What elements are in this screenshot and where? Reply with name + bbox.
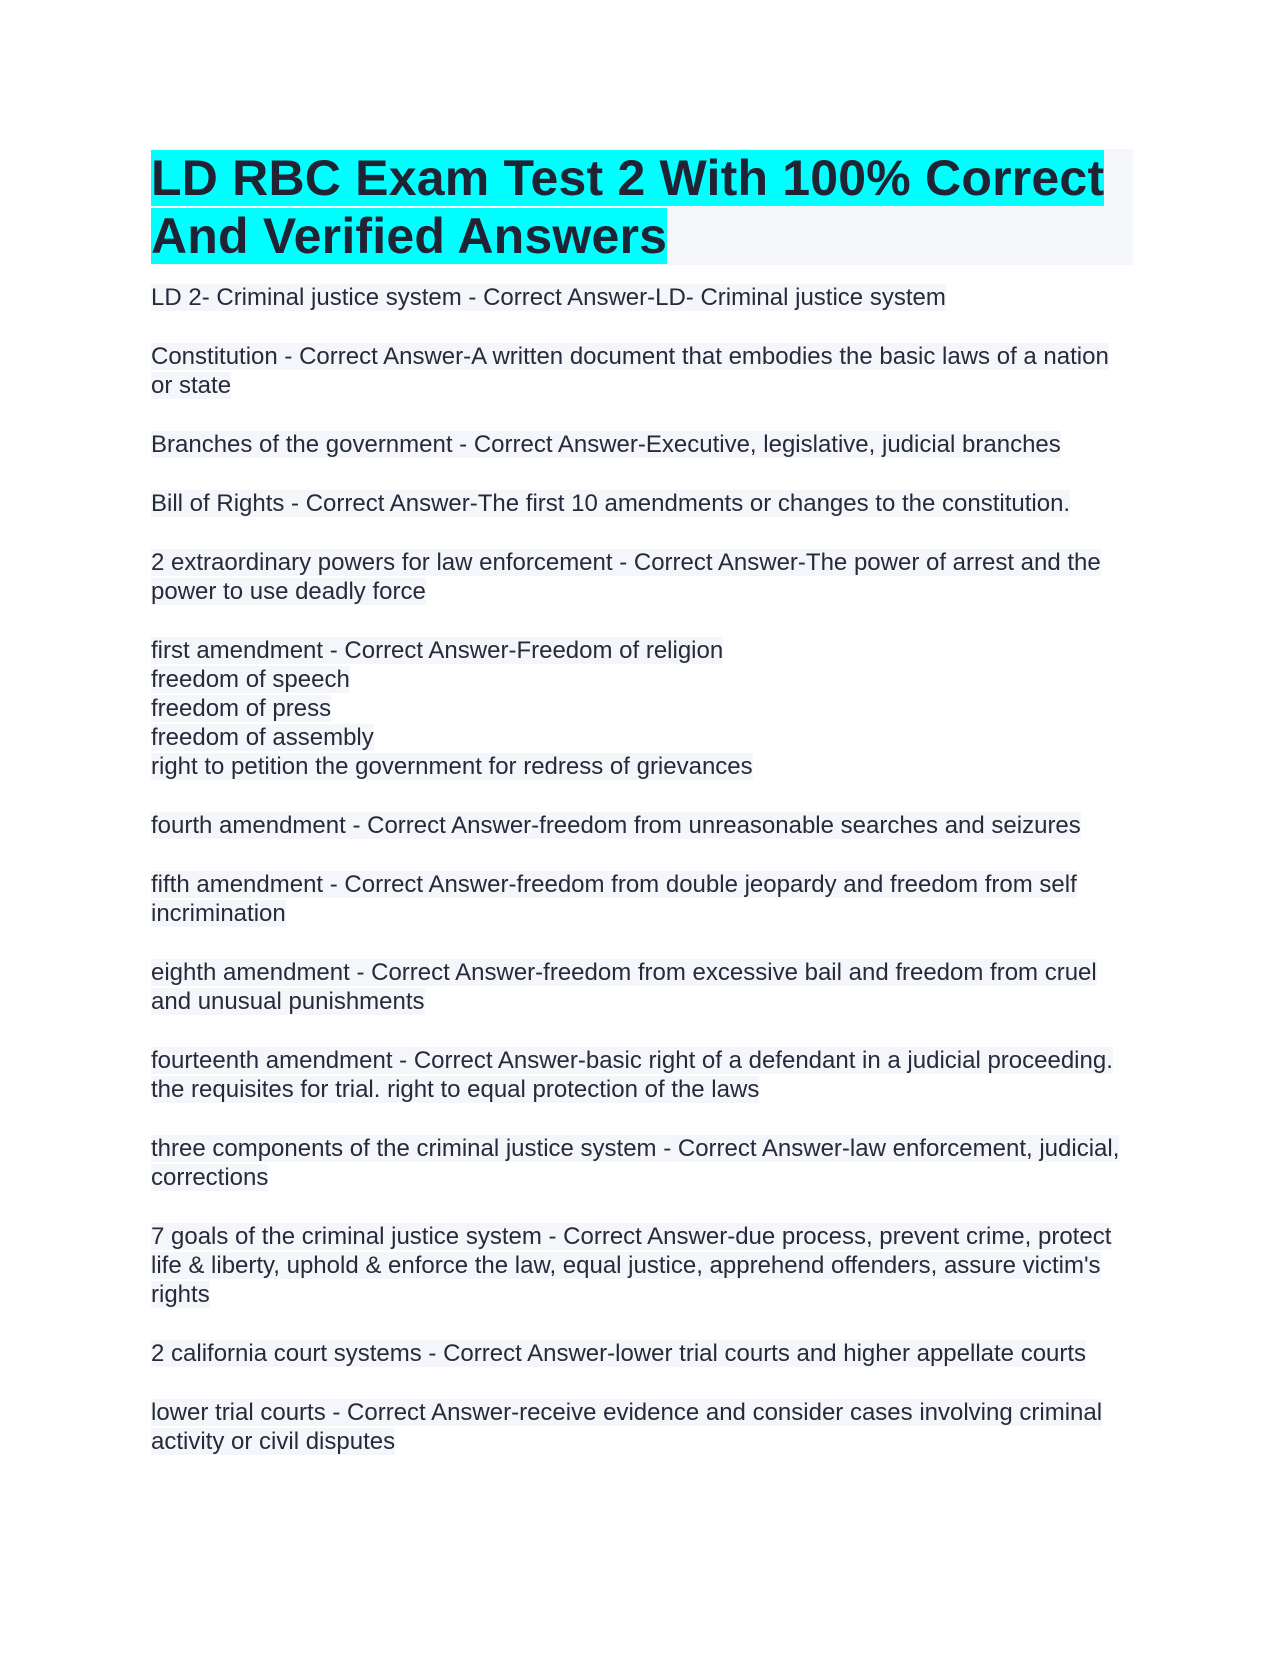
qa-entry: Bill of Rights - Correct Answer-The first 10 amendments or changes to the constitution.	[151, 490, 1071, 517]
document-title: LD RBC Exam Test 2 With 100% Correct And Verified Answers	[151, 150, 1105, 264]
title-block	[151, 149, 1133, 265]
qa-entry: LD 2- Criminal justice system - Correct Answer-LD- Criminal justice system	[151, 284, 946, 311]
qa-line: freedom of speech	[151, 666, 350, 693]
qa-entry: fourth amendment - Correct Answer-freedom from unreasonable searches and seizures	[151, 812, 1081, 839]
qa-line: freedom of press	[151, 695, 332, 722]
qa-entry: Branches of the government - Correct Answer-Executive, legislative, judicial branches	[151, 431, 1061, 458]
qa-entry: Constitution - Correct Answer-A written document that embodies the basic laws of a nation or state	[151, 343, 1109, 399]
qa-entry-multiline	[151, 636, 1133, 781]
qa-entry: 7 goals of the criminal justice system - Correct Answer-due process, prevent crime, protect life & liberty, uphold & enforce the law, equal justice, apprehend offenders, assure victim's rights	[151, 1223, 1112, 1308]
document-page	[151, 149, 1133, 1486]
qa-entry: fourteenth amendment - Correct Answer-basic right of a defendant in a judicial proceeding. the requisites for trial. right to equal protection of the laws	[151, 1047, 1113, 1103]
qa-entry: fifth amendment - Correct Answer-freedom from double jeopardy and freedom from self incrimination	[151, 871, 1077, 927]
qa-entry: 2 extraordinary powers for law enforcement - Correct Answer-The power of arrest and the power to use deadly force	[151, 549, 1101, 605]
qa-entry: three components of the criminal justice system - Correct Answer-law enforcement, judicial, corrections	[151, 1135, 1120, 1191]
qa-line: first amendment - Correct Answer-Freedom of religion	[151, 637, 724, 664]
qa-list	[151, 283, 1133, 1456]
qa-entry: lower trial courts - Correct Answer-receive evidence and consider cases involving criminal activity or civil disputes	[151, 1399, 1103, 1455]
qa-line: freedom of assembly	[151, 724, 374, 751]
qa-line: right to petition the government for redress of grievances	[151, 753, 753, 780]
qa-entry: 2 california court systems - Correct Answer-lower trial courts and higher appellate courts	[151, 1340, 1087, 1367]
qa-entry: eighth amendment - Correct Answer-freedom from excessive bail and freedom from cruel and unusual punishments	[151, 959, 1097, 1015]
